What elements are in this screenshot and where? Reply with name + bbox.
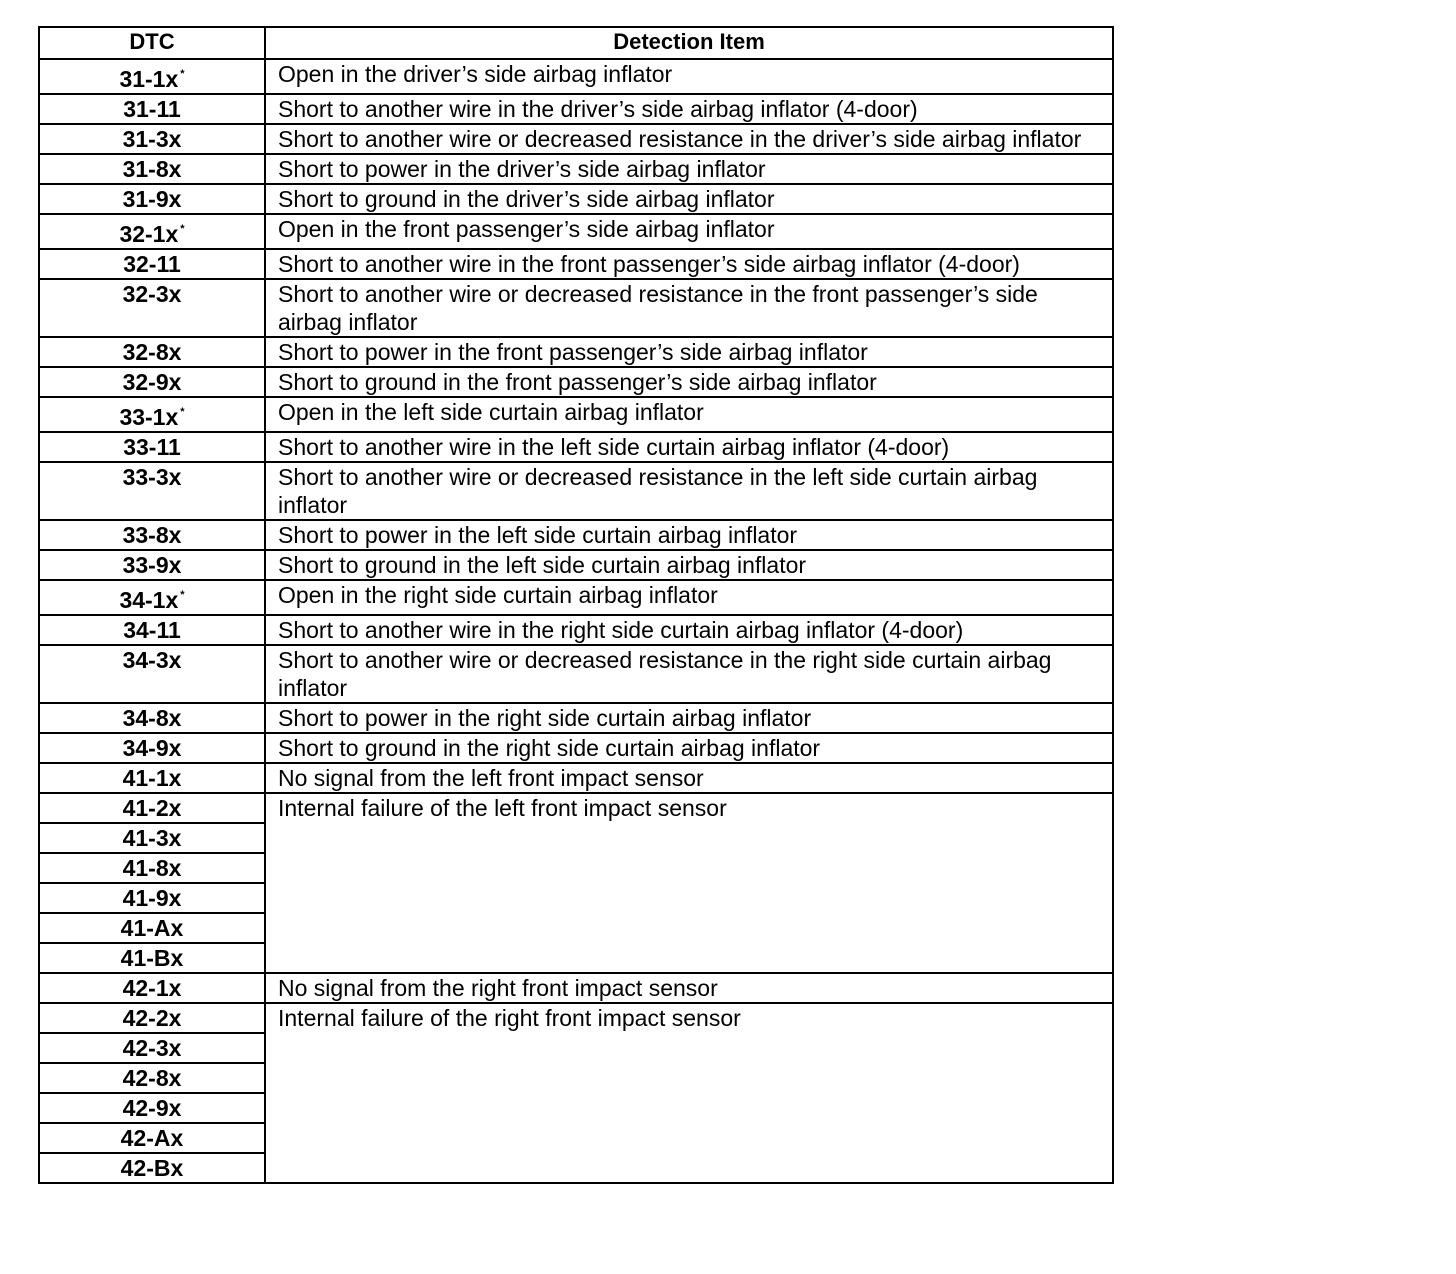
dtc-code-text: 34-1x: [119, 587, 179, 613]
table-row: [39, 124, 1113, 154]
dtc-code-text: 41-1x: [122, 765, 182, 791]
dtc-code-text: 32-1x: [119, 221, 179, 247]
dtc-code: [39, 615, 265, 645]
table-row: [39, 184, 1113, 214]
dtc-code: [39, 823, 265, 853]
dtc-table: [38, 26, 1114, 1184]
dtc-code: [39, 1063, 265, 1093]
table-body: [39, 59, 1113, 1183]
dtc-code: [39, 1003, 265, 1033]
dtc-code-text: 31-8x: [122, 156, 182, 182]
header-detection-item: Detection Item: [265, 27, 1113, 59]
detection-item: Short to another wire in the driver’s side airbag inflator (4-door): [265, 94, 1113, 124]
detection-item: Open in the driver’s side airbag inflator: [265, 59, 1113, 94]
detection-item: Short to another wire or decreased resistance in the front passenger’s side airbag inflator: [265, 279, 1113, 337]
dtc-code-text: 31-9x: [122, 186, 182, 212]
dtc-code: [39, 943, 265, 973]
dtc-code: [39, 154, 265, 184]
dtc-code-text: 34-8x: [122, 705, 182, 731]
dtc-code-text: 34-11: [123, 617, 181, 643]
dtc-code-text: 42-1x: [122, 975, 182, 1001]
dtc-code: [39, 279, 265, 337]
dtc-code: [39, 249, 265, 279]
dtc-code: [39, 883, 265, 913]
dtc-code-text: 33-1x: [119, 404, 179, 430]
dtc-code-text: 32-11: [123, 251, 181, 277]
dtc-code: [39, 793, 265, 823]
detection-item: No signal from the right front impact sensor: [265, 973, 1113, 1003]
header-row: [39, 27, 1113, 59]
dtc-code-text: 42-8x: [122, 1065, 182, 1091]
dtc-code-text: 42-9x: [122, 1095, 182, 1121]
dtc-code: [39, 214, 265, 249]
detection-item: No signal from the left front impact sensor: [265, 763, 1113, 793]
detection-item: Internal failure of the left front impact sensor: [265, 793, 1113, 973]
dtc-code-text: 31-11: [123, 96, 181, 122]
dtc-code-text: 32-3x: [122, 281, 182, 307]
footnote-mark: *: [180, 406, 185, 418]
table-row: [39, 367, 1113, 397]
table-row: [39, 763, 1113, 793]
dtc-code: [39, 1123, 265, 1153]
detection-item: Short to power in the left side curtain airbag inflator: [265, 520, 1113, 550]
dtc-code-text: 42-3x: [122, 1035, 182, 1061]
detection-item: Short to ground in the front passenger’s side airbag inflator: [265, 367, 1113, 397]
detection-item: Open in the left side curtain airbag inflator: [265, 397, 1113, 432]
dtc-code-text: 41-8x: [122, 855, 182, 881]
detection-item: Short to another wire or decreased resistance in the left side curtain airbag inflator: [265, 462, 1113, 520]
detection-item: Short to another wire in the front passenger’s side airbag inflator (4-door): [265, 249, 1113, 279]
table-row: [39, 520, 1113, 550]
detection-item: Short to another wire in the left side curtain airbag inflator (4-door): [265, 432, 1113, 462]
table-row: [39, 1003, 1113, 1033]
table-row: [39, 462, 1113, 520]
dtc-code: [39, 184, 265, 214]
footnote-mark: *: [180, 589, 185, 601]
dtc-code: [39, 1033, 265, 1063]
dtc-code-text: 33-8x: [122, 522, 182, 548]
header-dtc: DTC: [39, 27, 265, 59]
dtc-code-text: 42-Ax: [120, 1125, 184, 1151]
dtc-code: [39, 94, 265, 124]
dtc-code-text: 41-Ax: [120, 915, 184, 941]
dtc-code: [39, 397, 265, 432]
table-row: [39, 615, 1113, 645]
footnote-mark: *: [180, 68, 185, 80]
detection-item: Short to ground in the driver’s side airbag inflator: [265, 184, 1113, 214]
dtc-code: [39, 913, 265, 943]
table-row: [39, 397, 1113, 432]
detection-item: Short to power in the right side curtain airbag inflator: [265, 703, 1113, 733]
dtc-code-text: 31-3x: [122, 126, 182, 152]
dtc-code: [39, 703, 265, 733]
dtc-code-text: 41-Bx: [120, 945, 184, 971]
detection-item: Short to another wire or decreased resistance in the driver’s side airbag inflator: [265, 124, 1113, 154]
table-row: [39, 580, 1113, 615]
dtc-code: [39, 59, 265, 94]
table-row: [39, 94, 1113, 124]
dtc-code-text: 32-8x: [122, 339, 182, 365]
dtc-code-text: 42-2x: [122, 1005, 182, 1031]
table-row: [39, 733, 1113, 763]
dtc-code: [39, 763, 265, 793]
table-row: [39, 645, 1113, 703]
dtc-code-text: 31-1x: [119, 66, 179, 92]
dtc-code: [39, 1153, 265, 1183]
dtc-code: [39, 432, 265, 462]
table-row: [39, 59, 1113, 94]
detection-item: Short to ground in the right side curtain airbag inflator: [265, 733, 1113, 763]
dtc-code-text: 41-2x: [122, 795, 182, 821]
detection-item: Short to ground in the left side curtain airbag inflator: [265, 550, 1113, 580]
detection-item: Short to another wire in the right side curtain airbag inflator (4-door): [265, 615, 1113, 645]
dtc-code-text: 34-9x: [122, 735, 182, 761]
detection-item: Short to another wire or decreased resistance in the right side curtain airbag inflator: [265, 645, 1113, 703]
dtc-code-text: 42-Bx: [120, 1155, 184, 1181]
table-row: [39, 793, 1113, 823]
dtc-code: [39, 462, 265, 520]
table-row: [39, 703, 1113, 733]
detection-item: Internal failure of the right front impact sensor: [265, 1003, 1113, 1183]
detection-item: Short to power in the front passenger’s side airbag inflator: [265, 337, 1113, 367]
detection-item: Open in the front passenger’s side airbag inflator: [265, 214, 1113, 249]
dtc-code-text: 41-3x: [122, 825, 182, 851]
dtc-code-text: 34-3x: [122, 647, 182, 673]
table-row: [39, 432, 1113, 462]
detection-item: Open in the right side curtain airbag inflator: [265, 580, 1113, 615]
dtc-code-text: 41-9x: [122, 885, 182, 911]
dtc-code: [39, 580, 265, 615]
dtc-code-text: 33-11: [123, 434, 181, 460]
dtc-code-text: 32-9x: [122, 369, 182, 395]
dtc-code: [39, 550, 265, 580]
dtc-code: [39, 367, 265, 397]
table-row: [39, 550, 1113, 580]
table-row: [39, 337, 1113, 367]
detection-item: Short to power in the driver’s side airbag inflator: [265, 154, 1113, 184]
table-row: [39, 249, 1113, 279]
table-row: [39, 154, 1113, 184]
table-row: [39, 973, 1113, 1003]
table-row: [39, 214, 1113, 249]
dtc-code-text: 33-9x: [122, 552, 182, 578]
dtc-code: [39, 645, 265, 703]
dtc-code: [39, 1093, 265, 1123]
table-row: [39, 279, 1113, 337]
dtc-code: [39, 124, 265, 154]
dtc-code-text: 33-3x: [122, 464, 182, 490]
dtc-code: [39, 520, 265, 550]
dtc-code: [39, 853, 265, 883]
dtc-code: [39, 973, 265, 1003]
dtc-code: [39, 733, 265, 763]
footnote-mark: *: [180, 223, 185, 235]
dtc-code: [39, 337, 265, 367]
